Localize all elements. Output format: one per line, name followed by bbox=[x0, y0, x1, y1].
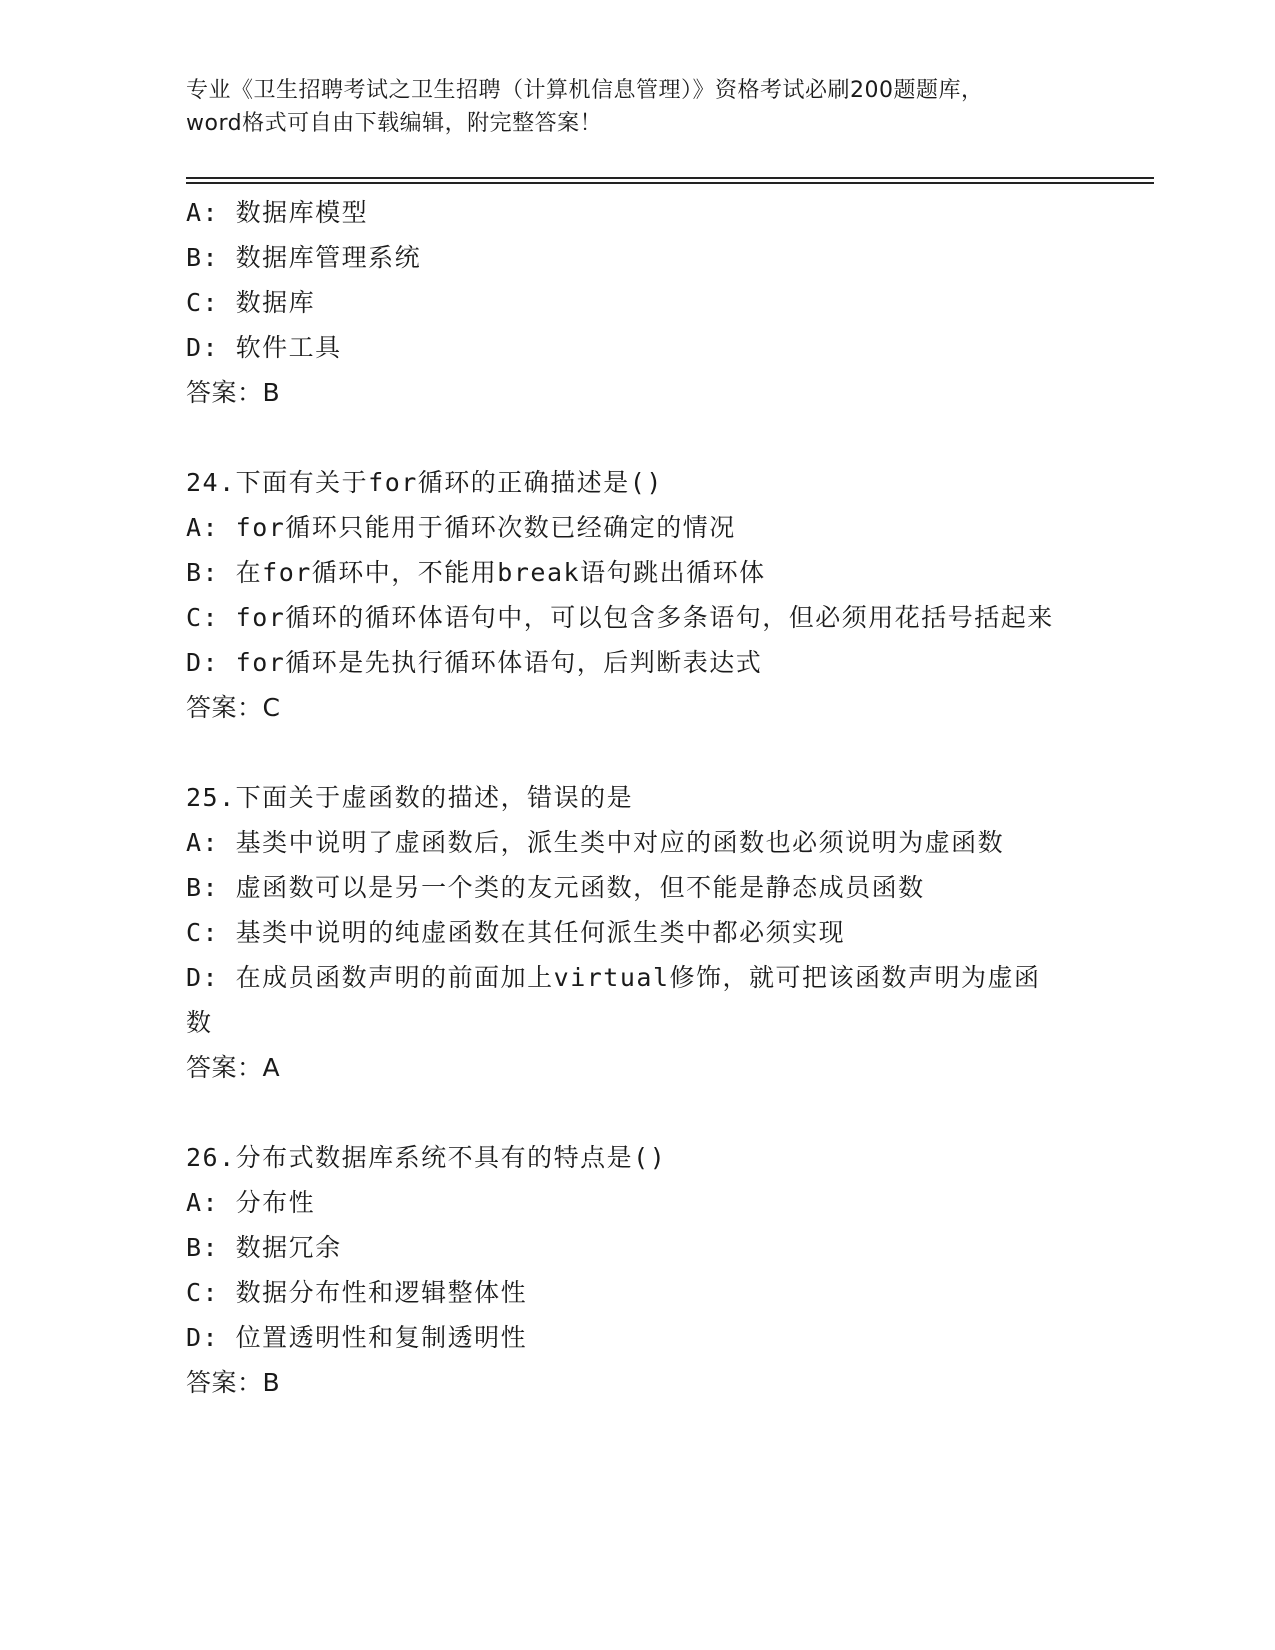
option-b: B: 虚函数可以是另一个类的友元函数，但不能是静态成员函数 bbox=[186, 873, 925, 902]
option-c: C: for循环的循环体语句中，可以包含多条语句，但必须用花括号括起来 bbox=[186, 603, 1054, 632]
option-d: D: for循环是先执行循环体语句，后判断表达式 bbox=[186, 648, 763, 677]
question-24 bbox=[186, 460, 1086, 730]
option-d: D: 软件工具 bbox=[186, 333, 342, 362]
question-26 bbox=[186, 1135, 1086, 1405]
answer-line: 答案：B bbox=[186, 1368, 281, 1397]
header-divider-bottom bbox=[186, 182, 1154, 184]
option-d: D: 位置透明性和复制透明性 bbox=[186, 1323, 528, 1352]
question-content bbox=[186, 190, 1086, 1405]
previous-question-block bbox=[186, 190, 1086, 415]
document-header bbox=[186, 74, 1066, 140]
option-c: C: 数据分布性和逻辑整体性 bbox=[186, 1278, 528, 1307]
question-stem: 26.分布式数据库系统不具有的特点是() bbox=[186, 1143, 667, 1172]
option-a: A: 分布性 bbox=[186, 1188, 316, 1217]
header-divider-top bbox=[186, 177, 1154, 179]
question-stem: 25.下面关于虚函数的描述，错误的是 bbox=[186, 783, 634, 812]
answer-line: 答案：A bbox=[186, 1053, 281, 1082]
option-a: A: 数据库模型 bbox=[186, 198, 369, 227]
option-b: B: 在for循环中，不能用break语句跳出循环体 bbox=[186, 558, 766, 587]
question-25 bbox=[186, 775, 1086, 1090]
answer-line: 答案：C bbox=[186, 693, 281, 722]
option-d: D: 在成员函数声明的前面加上virtual修饰，就可把该函数声明为虚函数 bbox=[186, 963, 1041, 1037]
option-c: C: 数据库 bbox=[186, 288, 316, 317]
option-a: A: 基类中说明了虚函数后，派生类中对应的函数也必须说明为虚函数 bbox=[186, 828, 1005, 857]
header-line-1: 专业《卫生招聘考试之卫生招聘（计算机信息管理）》资格考试必刷200题题库， bbox=[186, 78, 984, 103]
answer-line: 答案：B bbox=[186, 378, 281, 407]
header-line-2: word格式可自由下载编辑，附完整答案！ bbox=[186, 111, 603, 136]
option-b: B: 数据库管理系统 bbox=[186, 243, 422, 272]
option-a: A: for循环只能用于循环次数已经确定的情况 bbox=[186, 513, 736, 542]
question-stem: 24.下面有关于for循环的正确描述是() bbox=[186, 468, 663, 497]
option-b: B: 数据冗余 bbox=[186, 1233, 342, 1262]
option-c: C: 基类中说明的纯虚函数在其任何派生类中都必须实现 bbox=[186, 918, 846, 947]
